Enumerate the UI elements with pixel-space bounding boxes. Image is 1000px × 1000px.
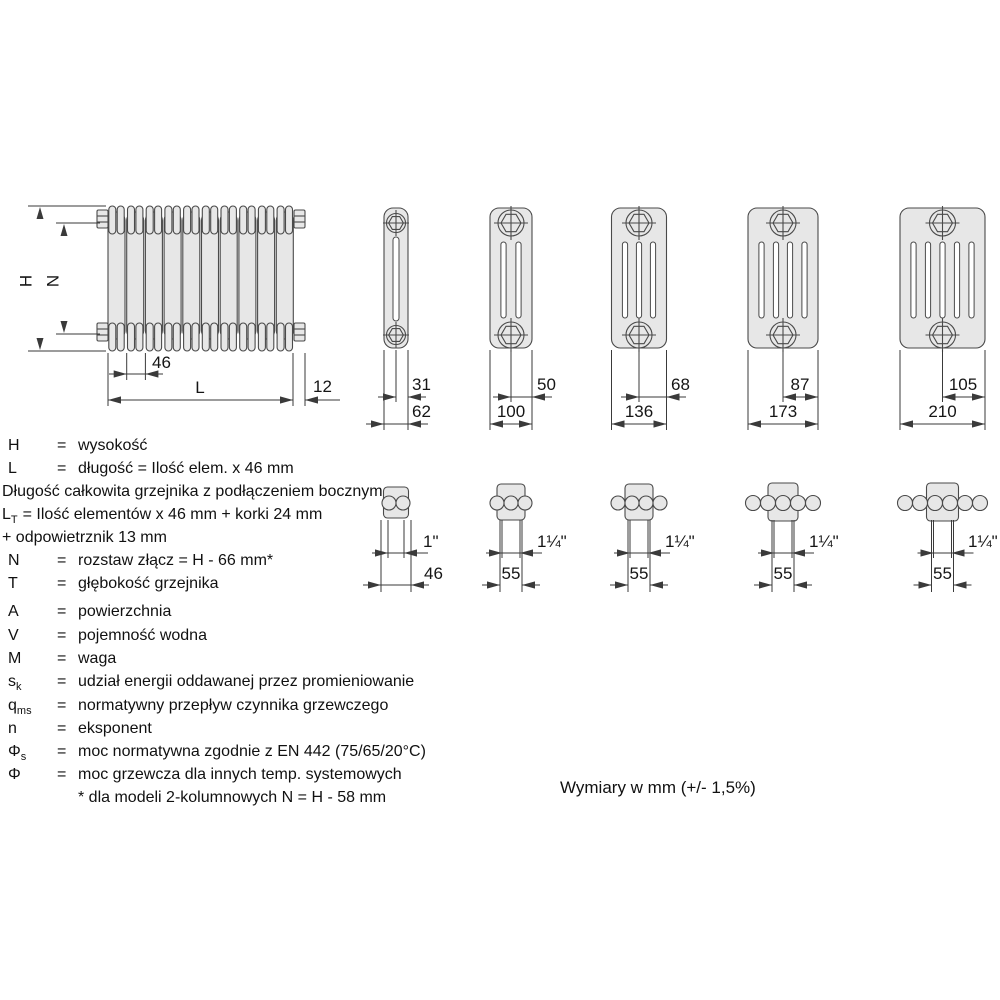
dim-label-full-2col: 62: [412, 402, 431, 421]
dim-label-H: H: [16, 274, 36, 288]
legend-row-N: [8, 552, 273, 570]
legend-row-footnote: * dla modeli 2-kolumnowych N = H - 58 mm: [78, 789, 387, 806]
legend-desc: waga: [78, 650, 117, 667]
legend-symbol: $\Phi_s$: [8, 743, 27, 764]
legend-row-H: [8, 437, 147, 455]
legend-symbol: Φ: [8, 766, 21, 783]
equals-sign: =: [57, 673, 67, 690]
legend-desc: wysokość: [78, 437, 148, 454]
legend-symbol: $L_T$: [2, 506, 18, 527]
legend-desc: eksponent: [78, 720, 152, 737]
legend-row-n: [8, 720, 152, 738]
top-view-2col: [363, 487, 443, 592]
legend-symbol: V: [8, 627, 19, 644]
legend-symbol: A: [8, 603, 19, 620]
legend-row-phi: [8, 766, 402, 784]
equals-sign: =: [57, 603, 67, 620]
equals-sign: =: [57, 720, 67, 737]
right-top-fitting: [294, 210, 305, 228]
dim-label-half-2col: 31: [412, 375, 431, 394]
dim-label-half-6col: 105: [948, 375, 978, 394]
legend-symbol: $q_{ms}$: [8, 697, 32, 718]
legend-row-V: [8, 627, 207, 645]
dim-label-half-4col: 68: [671, 375, 690, 394]
legend-row-LT: $L_T$ = Ilość elementów x 46 mm + korki 24 mm: [2, 506, 323, 527]
equals-sign: =: [57, 743, 67, 760]
equals-sign: =: [57, 697, 67, 714]
dim-label-thread-3col: 1¼": [537, 532, 567, 551]
legend-symbol: L: [8, 460, 17, 477]
dim-label-full-3col: 100: [496, 402, 526, 421]
legend-symbol: n: [8, 720, 17, 737]
right-bottom-fitting: [294, 323, 305, 341]
cross-section-5col: [748, 206, 818, 430]
legend-row-phi-s: [8, 743, 426, 763]
equals-sign: =: [57, 437, 67, 454]
legend-symbol: T: [8, 575, 18, 592]
top-view-6col: [898, 483, 998, 592]
legend-row-T: [8, 575, 219, 593]
left-top-fitting: [97, 210, 108, 228]
legend-desc: długość = Ilość elem. x 46 mm: [78, 460, 294, 477]
legend-desc: głębokość grzejnika: [78, 575, 219, 592]
equals-sign: =: [57, 575, 67, 592]
legend-row-M: [8, 650, 116, 668]
cross-section-3col: [490, 206, 556, 430]
dim-label-pitch-3col: 55: [501, 564, 521, 583]
cross-section-6col: [900, 206, 985, 430]
dim-label-half-3col: 50: [537, 375, 556, 394]
dim-label-pitch-2col: 46: [424, 564, 443, 583]
dim-label-thread-4col: 1¼": [665, 532, 695, 551]
legend-row-vent: + odpowietrznik 13 mm: [2, 529, 167, 546]
top-view-3col: [482, 484, 567, 592]
dim-label-offset: 12: [313, 377, 332, 396]
dim-label-thread-2col: 1": [423, 532, 439, 551]
equals-sign: =: [57, 766, 67, 783]
legend-row-A: [8, 603, 171, 621]
legend-symbol: N: [8, 552, 20, 569]
equals-sign: =: [57, 552, 67, 569]
legend-desc: powierzchnia: [78, 603, 172, 620]
legend-row-qms: [8, 697, 388, 717]
legend-desc: pojemność wodna: [78, 627, 207, 644]
equals-sign: =: [57, 650, 67, 667]
dim-label-pitch-5col: 55: [773, 564, 793, 583]
dim-label-length: L: [195, 378, 205, 397]
legend-desc: moc grzewcza dla innych temp. systemowych: [78, 766, 402, 783]
dim-label-element-width: 46: [152, 353, 171, 372]
top-view-4col: [610, 484, 695, 592]
legend-desc: udział energii oddawanej przez promieniowanie: [78, 673, 415, 690]
front-view-radiator: [97, 206, 305, 351]
cross-section-2col: [366, 208, 431, 430]
equals-sign: =: [57, 460, 67, 477]
dim-label-full-5col: 173: [768, 402, 798, 421]
dim-label-half-5col: 87: [790, 375, 810, 394]
cross-section-4col: [612, 206, 690, 430]
left-bottom-fitting: [97, 323, 108, 341]
legend-desc: rozstaw złącz = H - 66 mm*: [78, 552, 274, 569]
legend-symbol: H: [8, 437, 20, 454]
dim-label-thread-5col: 1¼": [809, 532, 839, 551]
dim-label-full-4col: 136: [624, 402, 654, 421]
dim-label-pitch-6col: 55: [933, 564, 952, 583]
dim-label-full-6col: 210: [928, 402, 957, 421]
legend-row-sk: [8, 673, 414, 693]
legend-row-L: [8, 460, 294, 478]
legend-symbol: $s_k$: [8, 673, 22, 694]
dim-label-N: N: [43, 274, 63, 288]
legend-row-total-length: Długość całkowita grzejnika z podłączeniem bocznym: [2, 483, 383, 500]
top-view-5col: [746, 483, 839, 592]
legend-desc: normatywny przepływ czynnika grzewczego: [78, 697, 389, 714]
equals-sign: =: [57, 627, 67, 644]
dim-label-thread-6col: 1¼": [968, 532, 998, 551]
dim-label-pitch-4col: 55: [629, 564, 649, 583]
legend-desc: moc normatywna zgodnie z EN 442 (75/65/20°C): [78, 743, 426, 760]
dimensions-note: Wymiary w mm (+/- 1,5%): [560, 778, 756, 797]
legend-symbol: M: [8, 650, 22, 667]
